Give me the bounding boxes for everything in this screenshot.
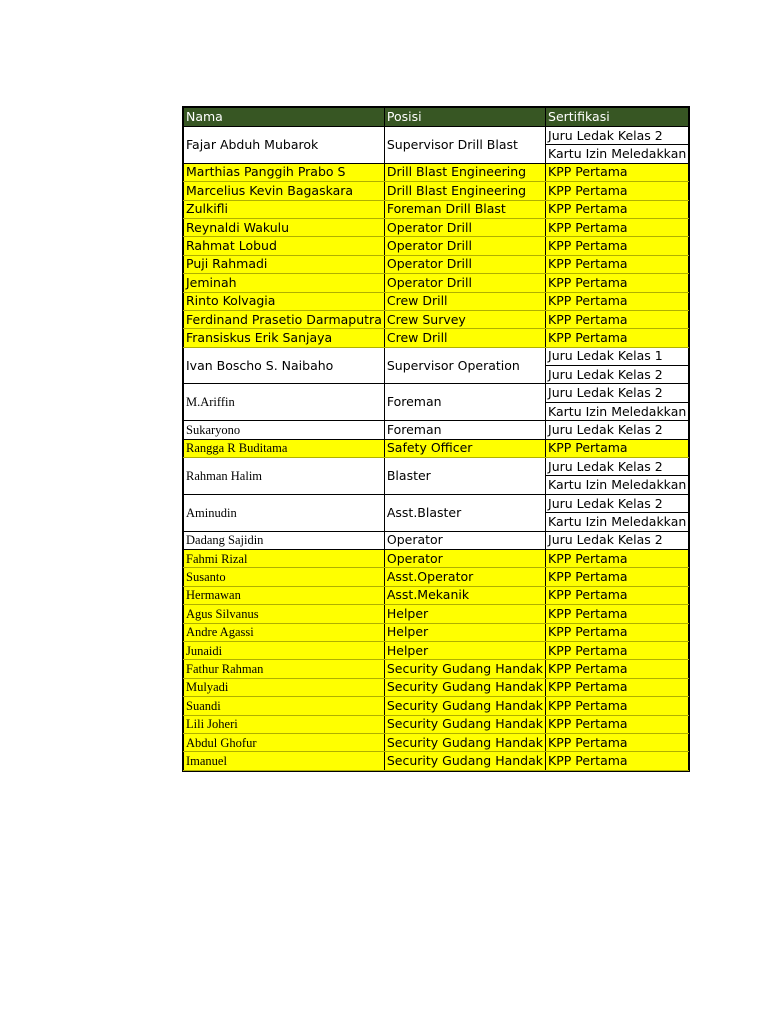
table-row [184, 329, 689, 347]
cell-certification[interactable]: KPP Pertama [546, 163, 689, 181]
header-posisi[interactable]: Posisi [384, 108, 545, 127]
cell-name[interactable]: Rangga R Buditama [184, 439, 385, 457]
table-row [184, 623, 689, 641]
table-row [184, 586, 689, 604]
table-row [184, 549, 689, 567]
table-row [184, 274, 689, 292]
cell-certification[interactable]: Juru Ledak Kelas 1 [546, 347, 689, 365]
table-row [184, 568, 689, 586]
cell-name[interactable]: Jeminah [184, 274, 385, 292]
cell-position[interactable]: Operator Drill [384, 218, 545, 236]
cell-position[interactable]: Operator [384, 531, 545, 549]
cell-name[interactable]: Imanuel [184, 752, 385, 770]
cell-position[interactable]: Drill Blast Engineering [384, 182, 545, 200]
cell-name[interactable]: Reynaldi Wakulu [184, 218, 385, 236]
cell-position[interactable]: Security Gudang Handak [384, 660, 545, 678]
cell-position[interactable]: Operator Drill [384, 274, 545, 292]
cell-position[interactable]: Supervisor Drill Blast [384, 127, 545, 164]
cell-position[interactable]: Asst.Operator [384, 568, 545, 586]
cell-certification[interactable]: KPP Pertama [546, 660, 689, 678]
table-row [184, 347, 689, 365]
cell-name[interactable]: M.Ariffin [184, 384, 385, 421]
cell-position[interactable]: Crew Drill [384, 329, 545, 347]
table-row [184, 292, 689, 310]
cell-position[interactable]: Blaster [384, 458, 545, 495]
table-row [184, 752, 689, 770]
cell-position[interactable]: Security Gudang Handak [384, 697, 545, 715]
cell-position[interactable]: Operator Drill [384, 255, 545, 273]
cell-certification[interactable]: Juru Ledak Kelas 2 [546, 366, 689, 384]
table-row [184, 163, 689, 181]
cell-position[interactable]: Asst.Blaster [384, 494, 545, 531]
cell-position[interactable]: Operator Drill [384, 237, 545, 255]
cell-name[interactable]: Fahmi Rizal [184, 549, 385, 567]
cell-position[interactable]: Helper [384, 623, 545, 641]
table-row [184, 255, 689, 273]
cell-position[interactable]: Safety Officer [384, 439, 545, 457]
cell-certification[interactable]: Kartu Izin Meledakkan [546, 513, 689, 531]
table-body [184, 127, 689, 771]
cell-name[interactable]: Sukaryono [184, 421, 385, 439]
cell-name[interactable]: Rahmat Lobud [184, 237, 385, 255]
cell-certification[interactable]: KPP Pertama [546, 310, 689, 328]
cell-position[interactable]: Foreman [384, 421, 545, 439]
cell-name[interactable]: Marthias Panggih Prabo S [184, 163, 385, 181]
table-row [184, 384, 689, 402]
cell-certification[interactable]: KPP Pertama [546, 678, 689, 696]
cell-name[interactable]: Aminudin [184, 494, 385, 531]
cell-name[interactable]: Mulyadi [184, 678, 385, 696]
cell-certification[interactable]: KPP Pertama [546, 715, 689, 733]
cell-position[interactable]: Helper [384, 605, 545, 623]
cell-name[interactable]: Puji Rahmadi [184, 255, 385, 273]
cell-certification[interactable]: KPP Pertama [546, 623, 689, 641]
cell-certification[interactable]: KPP Pertama [546, 218, 689, 236]
cell-name[interactable]: Andre Agassi [184, 623, 385, 641]
cell-certification[interactable]: KPP Pertama [546, 329, 689, 347]
table-row [184, 439, 689, 457]
cell-certification[interactable]: KPP Pertama [546, 182, 689, 200]
table-row [184, 127, 689, 145]
cell-position[interactable]: Crew Survey [384, 310, 545, 328]
cell-certification[interactable]: Juru Ledak Kelas 2 [546, 494, 689, 512]
cell-position[interactable]: Security Gudang Handak [384, 678, 545, 696]
cell-certification[interactable]: KPP Pertama [546, 549, 689, 567]
cell-certification[interactable]: KPP Pertama [546, 255, 689, 273]
table-row [184, 218, 689, 236]
cell-name[interactable]: Ivan Boscho S. Naibaho [184, 347, 385, 384]
cell-certification[interactable]: Juru Ledak Kelas 2 [546, 458, 689, 476]
table-row [184, 310, 689, 328]
header-sertifikasi[interactable]: Sertifikasi [546, 108, 689, 127]
certification-table [183, 107, 689, 771]
cell-certification[interactable]: KPP Pertama [546, 697, 689, 715]
cell-certification[interactable]: Juru Ledak Kelas 2 [546, 127, 689, 145]
table-row [184, 715, 689, 733]
cell-name[interactable]: Junaidi [184, 641, 385, 659]
cell-certification[interactable]: KPP Pertama [546, 274, 689, 292]
header-nama[interactable]: Nama [184, 108, 385, 127]
table-row [184, 200, 689, 218]
cell-certification[interactable]: Kartu Izin Meledakkan [546, 402, 689, 420]
table-row [184, 678, 689, 696]
cell-certification[interactable]: KPP Pertama [546, 568, 689, 586]
cell-name[interactable]: Susanto [184, 568, 385, 586]
cell-name[interactable]: Marcelius Kevin Bagaskara [184, 182, 385, 200]
header-row [184, 108, 689, 127]
cell-certification[interactable]: KPP Pertama [546, 605, 689, 623]
table-row [184, 733, 689, 751]
cell-position[interactable]: Crew Drill [384, 292, 545, 310]
cell-certification[interactable]: Juru Ledak Kelas 2 [546, 384, 689, 402]
cell-certification[interactable]: KPP Pertama [546, 237, 689, 255]
table-row [184, 641, 689, 659]
cell-position[interactable]: Asst.Mekanik [384, 586, 545, 604]
cell-position[interactable]: Operator [384, 549, 545, 567]
cell-certification[interactable]: Kartu Izin Meledakkan [546, 145, 689, 163]
cell-certification[interactable]: KPP Pertama [546, 641, 689, 659]
table-row [184, 182, 689, 200]
cell-certification[interactable]: KPP Pertama [546, 200, 689, 218]
cell-name[interactable]: Abdul Ghofur [184, 733, 385, 751]
cell-certification[interactable]: Kartu Izin Meledakkan [546, 476, 689, 494]
table-row [184, 697, 689, 715]
cell-name[interactable]: Zulkifli [184, 200, 385, 218]
cell-name[interactable]: Fajar Abduh Mubarok [184, 127, 385, 164]
cell-certification[interactable]: Juru Ledak Kelas 2 [546, 421, 689, 439]
cell-name[interactable]: Rahman Halim [184, 458, 385, 495]
table-row [184, 237, 689, 255]
cell-certification[interactable]: KPP Pertama [546, 733, 689, 751]
table-row [184, 421, 689, 439]
table-row [184, 605, 689, 623]
cell-certification[interactable]: KPP Pertama [546, 292, 689, 310]
cell-name[interactable]: Fathur Rahman [184, 660, 385, 678]
cell-name[interactable]: Agus Silvanus [184, 605, 385, 623]
table-row [184, 531, 689, 549]
cell-position[interactable]: Foreman [384, 384, 545, 421]
cell-name[interactable]: Ferdinand Prasetio Darmaputra [184, 310, 385, 328]
cell-name[interactable]: Fransiskus Erik Sanjaya [184, 329, 385, 347]
table-row [184, 494, 689, 512]
cell-position[interactable]: Foreman Drill Blast [384, 200, 545, 218]
cell-position[interactable]: Security Gudang Handak [384, 715, 545, 733]
cell-name[interactable]: Lili Joheri [184, 715, 385, 733]
cell-name[interactable]: Hermawan [184, 586, 385, 604]
table-row [184, 458, 689, 476]
cell-position[interactable]: Security Gudang Handak [384, 752, 545, 770]
cell-position[interactable]: Supervisor Operation [384, 347, 545, 384]
cell-position[interactable]: Drill Blast Engineering [384, 163, 545, 181]
cell-name[interactable]: Rinto Kolvagia [184, 292, 385, 310]
cell-name[interactable]: Suandi [184, 697, 385, 715]
cell-position[interactable]: Security Gudang Handak [384, 733, 545, 751]
cell-certification[interactable]: Juru Ledak Kelas 2 [546, 531, 689, 549]
cell-name[interactable]: Dadang Sajidin [184, 531, 385, 549]
cell-position[interactable]: Helper [384, 641, 545, 659]
cell-certification[interactable]: KPP Pertama [546, 439, 689, 457]
cell-certification[interactable]: KPP Pertama [546, 586, 689, 604]
table-row [184, 660, 689, 678]
cell-certification[interactable]: KPP Pertama [546, 752, 689, 770]
